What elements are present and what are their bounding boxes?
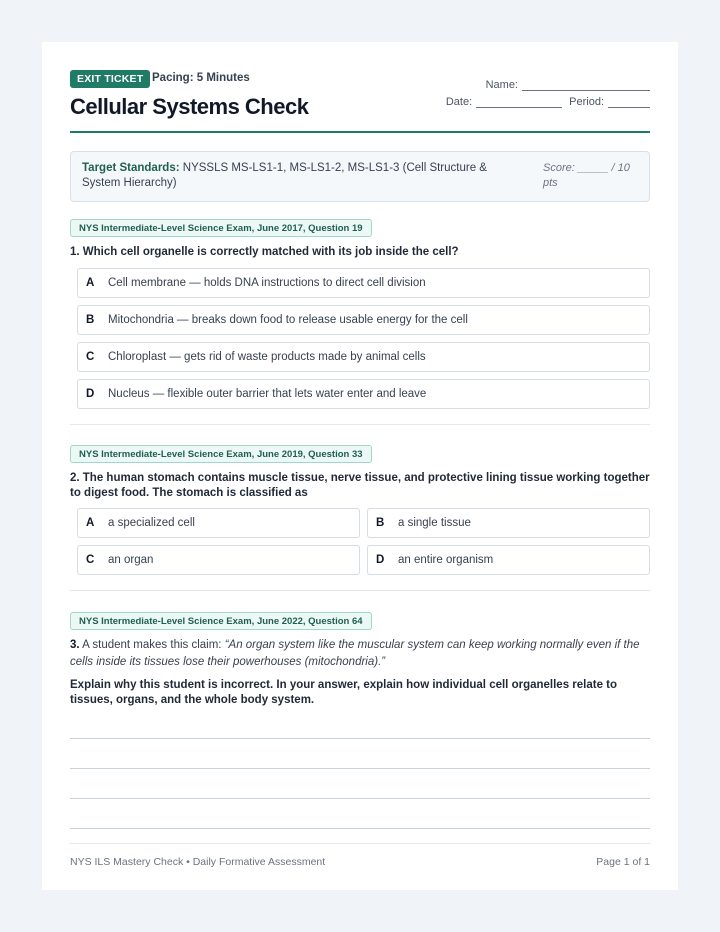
option-text: Mitochondria — breaks down food to release usable energy for the cell: [108, 314, 468, 326]
option-text: an organ: [108, 554, 154, 566]
option-letter: B: [86, 314, 95, 326]
answer-line[interactable]: [70, 768, 650, 769]
q1-option-b[interactable]: [77, 305, 650, 335]
option-letter: C: [86, 554, 95, 566]
standards-list: NYSSLS MS-LS1-1, MS-LS1-2, MS-LS1-3 (Cell Structure & System Hierarchy): [82, 162, 487, 189]
footer-left: NYS ILS Mastery Check • Daily Formative Assessment: [70, 856, 326, 868]
divider: [70, 590, 650, 591]
exit-ticket-badge: EXIT TICKET: [70, 70, 150, 88]
page-title: Cellular Systems Check: [70, 94, 309, 119]
standards-box: [70, 151, 650, 202]
option-text: Nucleus — flexible outer barrier that lets water enter and leave: [108, 388, 427, 400]
standards-label: Target Standards:: [82, 162, 180, 174]
q2-prompt: 2. The human stomach contains muscle tissue, nerve tissue, and protective lining tissue working together to digest food. The stomach is classified as: [70, 472, 650, 499]
standards-text: [82, 161, 522, 190]
q3-prompt: Explain why this student is incorrect. In your answer, explain how individual cell organelles relate to tissues, organs, and the whole body system.: [70, 679, 618, 706]
q3-claim: [70, 637, 650, 671]
name-field[interactable]: [486, 79, 650, 91]
option-letter: D: [376, 554, 385, 566]
option-text: a specialized cell: [108, 517, 195, 529]
date-period-row: [446, 96, 650, 108]
worksheet-page: [42, 42, 678, 890]
option-letter: B: [376, 517, 385, 529]
option-text: an entire organism: [398, 554, 494, 566]
q3-source-tag: NYS Intermediate-Level Science Exam, June 2022, Question 64: [70, 612, 372, 630]
q2-option-c[interactable]: [77, 545, 360, 575]
date-line[interactable]: [476, 96, 562, 108]
period-line[interactable]: [608, 96, 650, 108]
page-number: Page 1 of 1: [596, 856, 650, 868]
option-letter: D: [86, 388, 95, 400]
divider: [70, 424, 650, 425]
q1-option-a[interactable]: [77, 268, 650, 298]
q2-option-b[interactable]: [367, 508, 650, 538]
option-text: a single tissue: [398, 517, 471, 529]
option-letter: C: [86, 351, 95, 363]
answer-line[interactable]: [70, 738, 650, 739]
q1-prompt: 1. Which cell organelle is correctly matched with its job inside the cell?: [70, 246, 459, 258]
q2-option-a[interactable]: [77, 508, 360, 538]
q3-quote: “An organ system like the muscular system can keep working normally even if the cells inside its tissues lose their powerhouses (mitochondria).”: [70, 639, 640, 668]
option-text: Chloroplast — gets rid of waste products made by animal cells: [108, 351, 426, 363]
answer-line[interactable]: [70, 828, 650, 829]
answer-line[interactable]: [70, 798, 650, 799]
date-label: Date:: [445, 96, 473, 108]
option-letter: A: [86, 277, 95, 289]
name-line[interactable]: [522, 79, 650, 91]
pacing-label: Pacing: 5 Minutes: [152, 72, 250, 84]
q2-option-d[interactable]: [367, 545, 650, 575]
q2-source-tag: NYS Intermediate-Level Science Exam, June 2019, Question 33: [70, 445, 372, 463]
q3-lead: A student makes this claim:: [79, 639, 225, 651]
header: [70, 70, 650, 133]
q1-option-d[interactable]: [77, 379, 650, 409]
period-label: Period:: [569, 96, 604, 108]
option-text: Cell membrane — holds DNA instructions to direct cell division: [108, 277, 426, 289]
q1-source-tag: NYS Intermediate-Level Science Exam, June 2017, Question 19: [70, 219, 372, 237]
option-letter: A: [86, 517, 95, 529]
score-field: Score: _____ / 10 pts: [543, 162, 630, 189]
name-label: Name:: [485, 79, 518, 91]
footer: [70, 843, 650, 868]
q1-option-c[interactable]: [77, 342, 650, 372]
q3-number: 3.: [70, 639, 80, 651]
